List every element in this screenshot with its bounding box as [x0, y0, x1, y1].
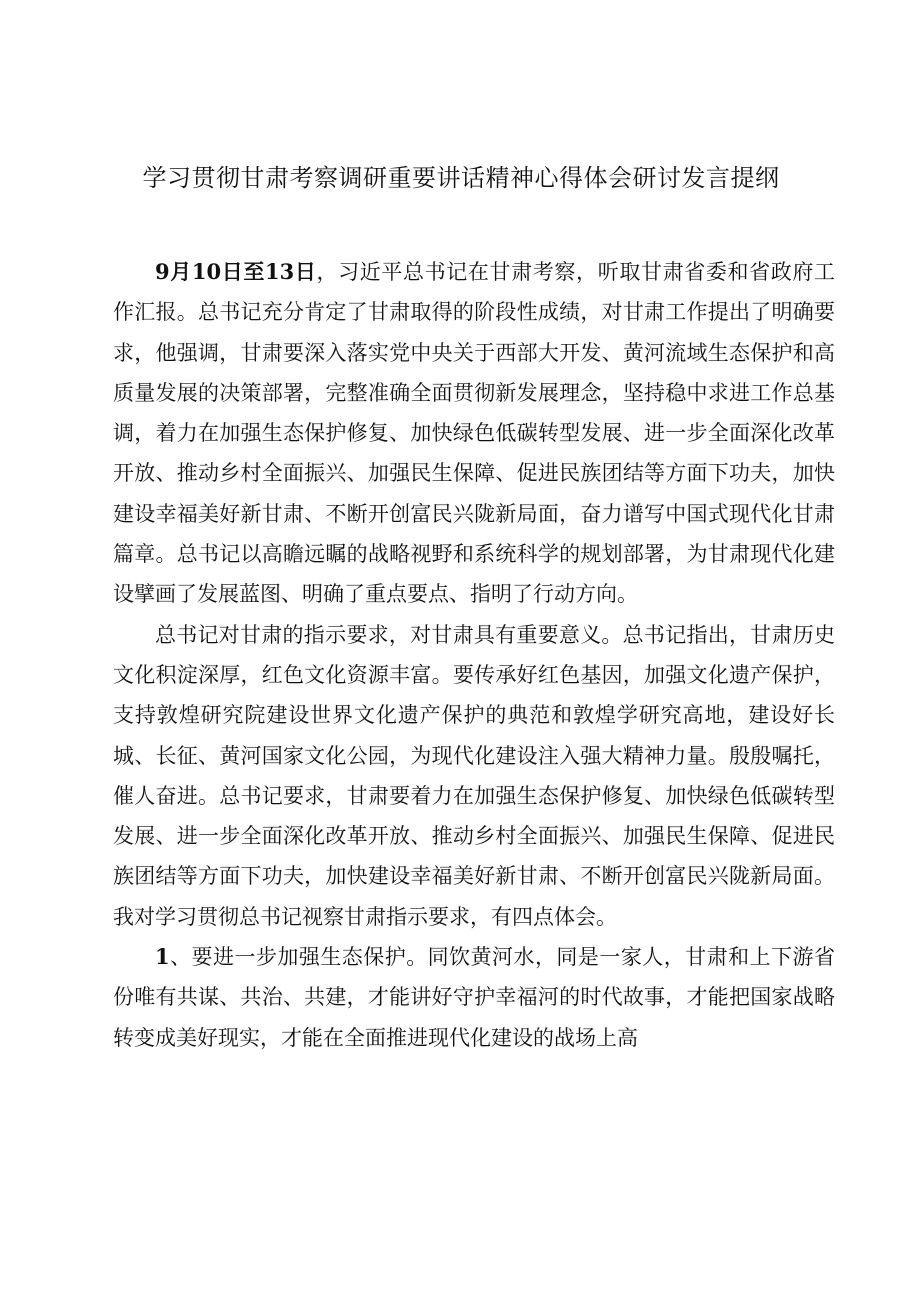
paragraph-3-number: 1: [155, 944, 170, 970]
paragraph-2: [113, 615, 835, 937]
paragraph-1: [113, 252, 835, 615]
document-body: [113, 252, 835, 1058]
paragraph-2-text: 总书记对甘肃的指示要求，对甘肃具有重要意义。总书记指出，甘肃历史文化积淀深厚，红色文化资源丰富。要传承好红色基因，加强文化遗产保护，支持敦煌研究院建设世界文化遗产保护的典范和敦煌学研究高地，建设好长城、长征、黄河国家文化公园，为现代化建设注入强大精神力量。殷殷嘱托，催人奋进。总书记要求，甘肃要着力在加强生态保护修复、加快绿色低碳转型发展、进一步全面深化改革开放、推动乡村全面振兴、加强民生保障、促进民族团结等方面下功夫，加快建设幸福美好新甘肃、不断开创富民兴陇新局面。我对学习贯彻总书记视察甘肃指示要求，有四点体会。: [113, 622, 835, 929]
paragraph-1-date: 9月10日至13日: [155, 259, 317, 284]
paragraph-1-text: ，习近平总书记在甘肃考察，听取甘肃省委和省政府工作汇报。总书记充分肯定了甘肃取得的阶段性成绩，对甘肃工作提出了明确要求，他强调，甘肃要深入落实党中央关于西部大开发、黄河流域生态保护和高质量发展的决策部署，完整准确全面贯彻新发展理念，坚持稳中求进工作总基调，着力在加强生态保护修复、加快绿色低碳转型发展、进一步全面深化改革开放、推动乡村全面振兴、加强民生保障、促进民族团结等方面下功夫，加快建设幸福美好新甘肃、不断开创富民兴陇新局面，奋力谱写中国式现代化甘肃篇章。总书记以高瞻远瞩的战略视野和系统科学的规划部署，为甘肃现代化建设擘画了发展蓝图、明确了重点要点、指明了行动方向。: [113, 260, 836, 607]
paragraph-3-text: 、要进一步加强生态保护。同饮黄河水，同是一家人，甘肃和上下游省份唯有共谋、共治、共建，才能讲好守护幸福河的时代故事，才能把国家战略转变成美好现实，才能在全面推进现代化建设的战场上高: [113, 945, 835, 1050]
paragraph-3: [113, 937, 835, 1058]
document-title: 学习贯彻甘肃考察调研重要讲话精神心得体会研讨发言提纲: [142, 164, 780, 192]
